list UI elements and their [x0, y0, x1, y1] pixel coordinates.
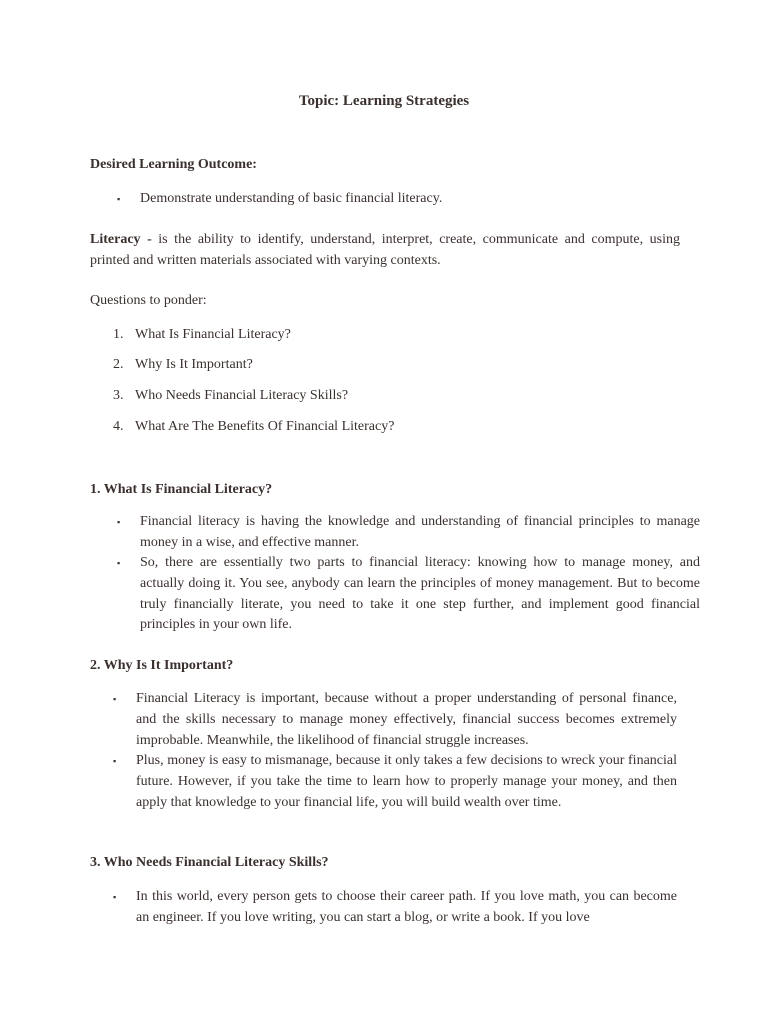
question-number: 4.: [113, 419, 124, 434]
section-bullet-text: In this world, every person gets to choose their career path. If you love math, you can become an engineer. If you love writing, you can start a blog, or write a book. If you love: [136, 889, 677, 925]
question-number: 2.: [113, 357, 124, 372]
section-heading: 2. Why Is It Important?: [90, 658, 234, 673]
section-bullet: [117, 553, 700, 636]
literacy-definition: [90, 230, 680, 272]
section-heading: 1. What Is Financial Literacy?: [90, 482, 273, 497]
question-number: 3.: [113, 388, 124, 403]
literacy-definition-text: is the ability to identify, understand, interpret, create, communicate and compute, using printed and written materials associated with varying contexts.: [90, 232, 680, 268]
bullet-marker: ▪: [113, 892, 117, 902]
section-bullet-text: Plus, money is easy to mismanage, because it only takes a few decisions to wreck your financial future. However, if you take the time to learn how to properly manage your money, and then apply that knowledge to your financial life, you will build wealth over time.: [136, 753, 677, 810]
questions-intro: Questions to ponder:: [90, 293, 207, 308]
question-text: What Is Financial Literacy?: [135, 327, 291, 342]
section-bullet-text: Financial Literacy is important, because without a proper understanding of personal finance, and the skills necessary to manage money effectively, financial success becomes extremely improbable. Meanwhile, the likelihood of financial struggle increases.: [136, 691, 677, 748]
bullet-marker: ▪: [113, 694, 117, 704]
literacy-term: Literacy -: [90, 232, 159, 247]
outcome-item: [117, 189, 700, 210]
section-bullet: [117, 512, 700, 554]
outcome-heading: Desired Learning Outcome:: [90, 157, 257, 172]
question-text: Who Needs Financial Literacy Skills?: [135, 388, 349, 403]
section-bullet-text: So, there are essentially two parts to financial literacy: knowing how to manage money, and actually doing it. You see, anybody can learn the principles of money management. But to become truly financially literate, you need to take it one step further, and implement good financial principles in your own life.: [140, 555, 700, 633]
question-text: What Are The Benefits Of Financial Literacy?: [135, 419, 395, 434]
section-heading: 3. Who Needs Financial Literacy Skills?: [90, 855, 329, 870]
question-item: [113, 355, 253, 375]
question-number: 1.: [113, 327, 124, 342]
question-text: Why Is It Important?: [135, 357, 253, 372]
section-bullet: [113, 751, 677, 813]
question-item: [113, 325, 291, 345]
page-title: Topic: Learning Strategies: [298, 93, 470, 109]
section-bullet-text: Financial literacy is having the knowledge and understanding of financial principles to manage money in a wise, and effective manner.: [140, 514, 700, 550]
section-bullet: [113, 689, 677, 751]
outcome-item-text: Demonstrate understanding of basic financial literacy.: [140, 191, 443, 206]
bullet-marker: ▪: [117, 558, 121, 568]
section-bullet: [113, 887, 677, 929]
question-item: [113, 386, 348, 406]
bullet-marker: ▪: [117, 194, 121, 204]
question-item: [113, 417, 394, 437]
bullet-marker: ▪: [113, 756, 117, 766]
bullet-marker: ▪: [117, 517, 121, 527]
